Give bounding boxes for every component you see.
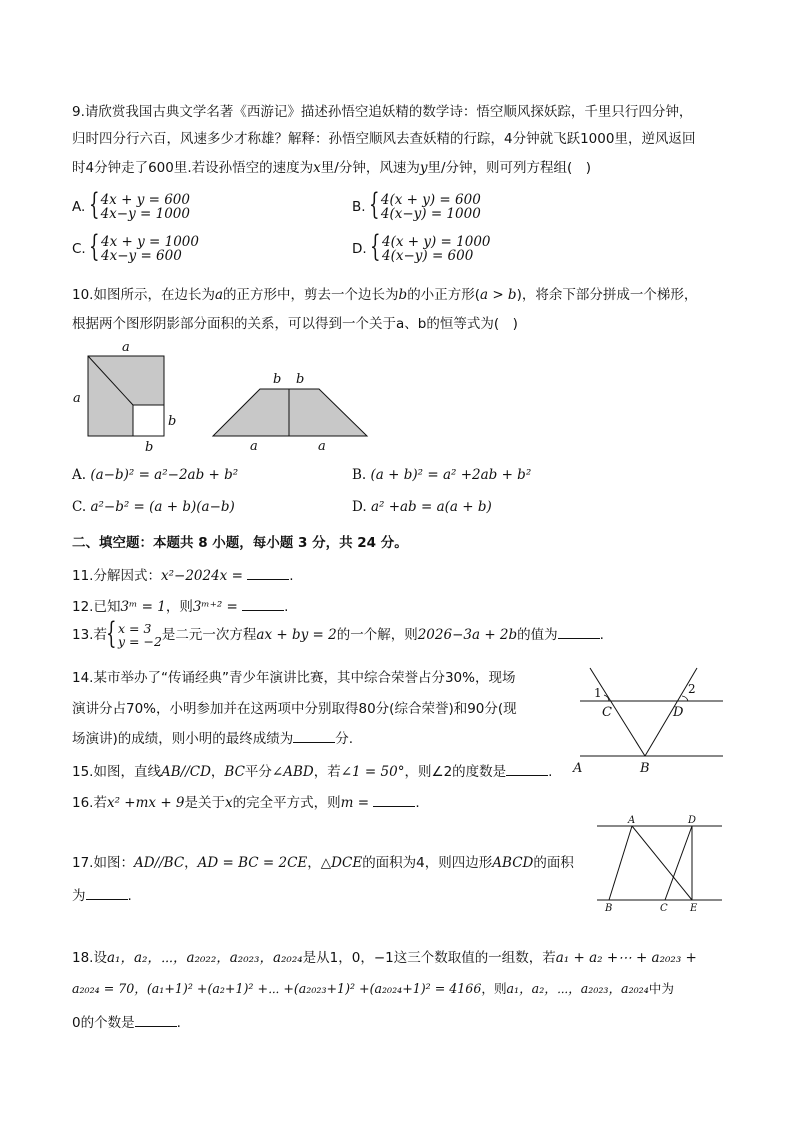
q14-line-2: 演讲分占70%，小明参加并在这两项中分别取得80分(综合荣誉)和90分(现	[72, 701, 517, 717]
fig10-label-b-right: b	[168, 414, 177, 429]
fig10-label-a-bottom-left: a	[250, 439, 258, 454]
q18-line-2: a₂₀₂₄ = 70，(a₁+1)² +(a₂+1)² +⋯ +(a₂₀₂₃+1)² +(a₂₀₂₄+1)² = 4166，则a₁，a₂，⋯，a₂₀₂₃，a₂₀₂₄中为	[72, 981, 674, 996]
q16: 16.若x² +mx + 9是关于x的完全平方式，则m = .	[72, 791, 420, 811]
q9-line-3: 时4分钟走了600里.若设孙悟空的速度为x里/分钟，风速为y里/分钟，则可列方程组( )	[72, 160, 592, 176]
fig15-label-b: B	[640, 761, 650, 776]
q12-answer-blank[interactable]	[242, 596, 284, 611]
q10-line-2: 根据两个图形阴影部分面积的关系，可以得到一个关于a、b的恒等式为( )	[72, 316, 518, 332]
q9-option-c[interactable]: C. { 4x + y = 1000 4x−y = 600	[72, 235, 199, 263]
fig17-segment-ae	[632, 826, 692, 900]
fig10-label-b-bottom: b	[145, 440, 154, 455]
q10-option-c[interactable]: C. a²−b² = (a + b)(a−b)	[72, 499, 235, 515]
q15-answer-blank[interactable]	[506, 761, 548, 776]
fig15-angle-2-arc	[682, 696, 688, 701]
fig15-label-a: A	[573, 761, 583, 776]
fig17-label-a: A	[628, 815, 636, 826]
q15-figure	[565, 662, 730, 777]
q16-answer-blank[interactable]	[373, 792, 415, 807]
q17-answer-blank[interactable]	[86, 885, 128, 900]
fig17-segment-dc	[665, 826, 692, 900]
q9-option-a[interactable]: A. { 4x + y = 600 4x−y = 1000	[72, 193, 190, 221]
fig10-trapezoid	[213, 389, 367, 436]
fig10-label-b-top-right: b	[296, 372, 305, 387]
fig10-label-a-bottom-right: a	[318, 439, 326, 454]
fig15-angle-1-arc	[604, 695, 609, 701]
q17-figure	[592, 812, 727, 917]
q10-option-b[interactable]: B. (a + b)² = a² +2ab + b²	[352, 467, 532, 483]
q13-answer-blank[interactable]	[558, 624, 600, 639]
fig17-label-d: D	[688, 815, 697, 826]
fig15-label-2: 2	[688, 682, 696, 696]
q18-line-3: 0的个数是 .	[72, 1011, 181, 1031]
fig15-label-c: C	[602, 705, 612, 720]
q11: 11.分解因式：x²−2024x = .	[72, 564, 294, 584]
q11-answer-blank[interactable]	[247, 565, 289, 580]
section-2-heading: 二、填空题：本题共 8 小题，每小题 3 分，共 24 分。	[72, 535, 408, 551]
q18-line-1: 18.设a₁，a₂，⋯，a₂₀₂₂，a₂₀₂₃，a₂₀₂₄是从1，0，−1这三个数取值的一组数，若a₁ + a₂ +⋯ + a₂₀₂₃ +	[72, 950, 697, 966]
fig10-label-a-left: a	[73, 391, 81, 406]
q9-line-1: 9.请欣赏我国古典文学名著《西游记》描述孙悟空追妖精的数学诗：悟空顺风探妖踪，千里只行四分钟，	[72, 104, 693, 120]
fig10-cut-square	[133, 405, 164, 436]
fig15-label-1: 1	[594, 686, 602, 700]
q13: 13.若{ x = 3 y = −2是二元一次方程ax + by = 2的一个解，则2026−3a + 2b的值为 .	[72, 622, 604, 648]
q10-option-a[interactable]: A. (a−b)² = a²−2ab + b²	[72, 467, 239, 483]
q9-option-b[interactable]: B. { 4(x + y) = 600 4(x−y) = 1000	[352, 193, 481, 221]
q15: 15.如图，直线AB//CD，BC平分∠ABD，若∠1 = 50°，则∠2的度数是 .	[72, 760, 552, 780]
q14-answer-blank[interactable]	[293, 728, 335, 743]
q10-figure	[68, 336, 388, 456]
fig17-label-b: B	[605, 903, 613, 914]
fig15-label-d: D	[673, 705, 684, 720]
q12: 12.已知3ᵐ = 1，则3ᵐ⁺² = .	[72, 595, 288, 615]
q14-line-1: 14.某市举办了“传诵经典”青少年演讲比赛，其中综合荣誉占分30%，现场	[72, 670, 516, 686]
fig17-segment-ab	[609, 826, 632, 900]
q17-line-2: 为 .	[72, 884, 132, 904]
fig10-label-a-top: a	[122, 340, 130, 355]
q10-option-d[interactable]: D. a² +ab = a(a + b)	[352, 499, 492, 515]
fig17-label-c: C	[660, 903, 668, 914]
q9-option-d[interactable]: D. { 4(x + y) = 1000 4(x−y) = 600	[352, 235, 491, 263]
fig15-line-bc	[590, 668, 645, 756]
q18-answer-blank[interactable]	[135, 1012, 177, 1027]
q9-line-2: 归时四分行六百，风速多少才称雄？解释：孙悟空顺风去查妖精的行踪，4分钟就飞跃1000里，逆风返回	[72, 131, 696, 147]
q14-line-3: 场演讲)的成绩，则小明的最终成绩为 分.	[72, 727, 353, 747]
q17-line-1: 17.如图：AD//BC，AD = BC = 2CE，△DCE的面积为4，则四边形ABCD的面积	[72, 855, 574, 871]
fig10-label-b-top-left: b	[273, 372, 282, 387]
q10-line-1: 10.如图所示，在边长为a的正方形中，剪去一个边长为b的小正方形(a > b)，将余下部分拼成一个梯形，	[72, 287, 698, 303]
fig17-label-e: E	[690, 903, 698, 914]
